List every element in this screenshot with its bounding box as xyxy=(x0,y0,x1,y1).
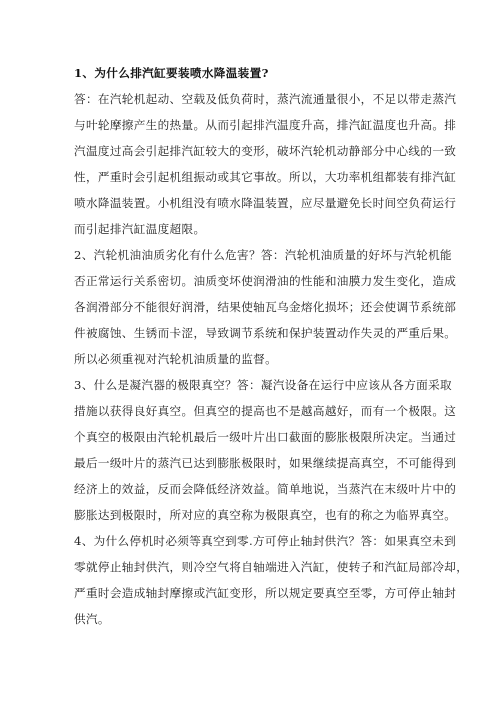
answer-4-line: 供汽。 xyxy=(74,612,110,626)
answer-3-line: 经济上的效益，反而会降低经济效益。简单地说，当蒸汽在末级叶片中的 xyxy=(74,482,457,496)
answer-4-line: 严重时会造成轴封摩擦或汽缸变形，所以规定要真空至零，方可停止轴封 xyxy=(74,586,457,600)
qa-section-1 xyxy=(74,60,457,242)
qa-section-2 xyxy=(74,242,457,372)
question-4-line: 4、为什么停机时必须等真空到零.方可停止轴封供汽？答：如果真空未到 xyxy=(74,534,457,548)
answer-1-line: 与叶轮摩擦产生的热量。从而引起排汽温度升高，排汽缸温度也升高。排 xyxy=(74,118,457,132)
answer-2-line: 各润滑部分不能很好润滑，结果使轴瓦乌金熔化损坏；还会使调节系统部 xyxy=(74,300,457,314)
question-3-line: 3、什么是凝汽器的极限真空？答：凝汽设备在运行中应该从各方面采取 xyxy=(74,378,452,392)
answer-1-line: 汽温度过高会引起排汽缸较大的变形，破坏汽轮机动静部分中心线的一致 xyxy=(74,144,457,158)
answer-3-line: 个真空的极限由汽轮机最后一级叶片出口截面的膨胀极限所决定。当通过 xyxy=(74,430,457,444)
qa-section-4 xyxy=(74,528,469,632)
answer-2-line: 所以必须重视对汽轮机油质量的监督。 xyxy=(74,352,278,366)
answer-1-line: 性，严重时会引起机组振动或其它事故。所以，大功率机组都装有排汽缸 xyxy=(74,170,457,184)
answer-1-line: 答：在汽轮机起动、空载及低负荷时，蒸汽流通量很小，不足以带走蒸汽 xyxy=(74,92,457,106)
answer-3-line: 最后一级叶片的蒸汽已达到膨胀极限时，如果继续提高真空，不可能得到 xyxy=(74,456,457,470)
answer-1-line: 而引起排汽缸温度超限。 xyxy=(74,222,206,236)
answer-3-line: 膨胀达到极限时，所对应的真空称为极限真空，也有的称之为临界真空。 xyxy=(74,508,457,522)
answer-3-line: 措施以获得良好真空。但真空的提高也不是越高越好，而有一个极限。这 xyxy=(74,404,457,418)
answer-2-line: 件被腐蚀、生锈而卡涩，导致调节系统和保护装置动作失灵的严重后果。 xyxy=(74,326,457,340)
document-body xyxy=(74,60,469,632)
qa-section-3 xyxy=(74,372,457,528)
answer-1-line: 喷水降温装置。小机组没有喷水降温装置，应尽量避免长时间空负荷运行 xyxy=(74,196,457,210)
answer-2-line: 否正常运行关系密切。油质变坏使润滑油的性能和油膜力发生变化，造成 xyxy=(74,274,457,288)
question-1-heading: 1、为什么排汽缸要装喷水降温装置? xyxy=(74,66,269,80)
question-2-line: 2、汽轮机油油质劣化有什么危害？答：汽轮机油质量的好坏与汽轮机能 xyxy=(74,248,452,262)
answer-4-line: 零就停止轴封供汽，则冷空气将自轴端进入汽缸，使转子和汽缸局部冷却， xyxy=(74,560,469,574)
